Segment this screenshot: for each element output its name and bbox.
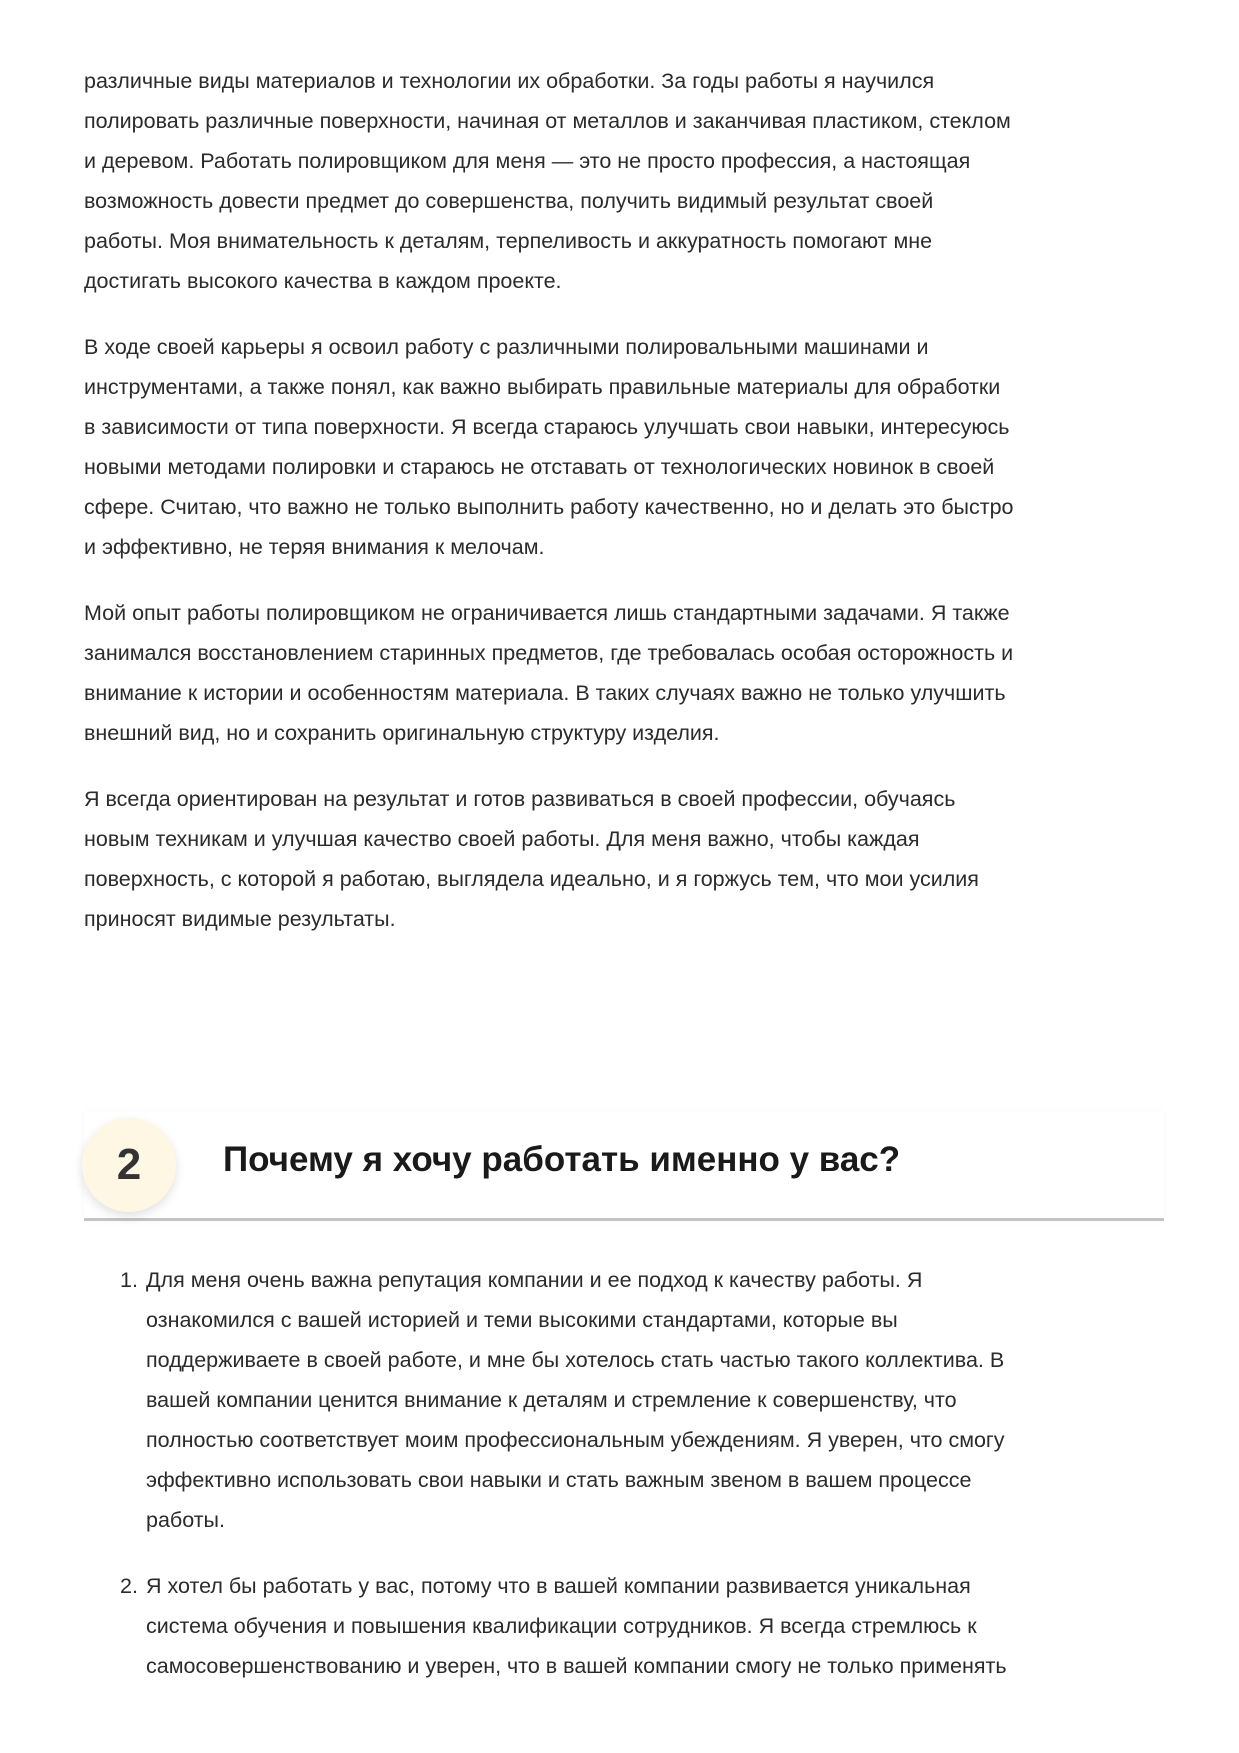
paragraph bbox=[84, 779, 1174, 939]
text-line: достигать высокого качества в каждом проекте. bbox=[84, 269, 562, 293]
paragraph bbox=[84, 61, 1174, 301]
list-item bbox=[84, 1566, 1184, 1686]
text-line: сфере. Считаю, что важно не только выполнить работу качественно, но и делать это быстро bbox=[84, 495, 1014, 519]
text-line: самосовершенствованию и уверен, что в вашей компании смогу не только применять bbox=[146, 1654, 1007, 1678]
text-line: эффективно использовать свои навыки и стать важным звеном в вашем процессе bbox=[146, 1468, 972, 1492]
section-title: Почему я хочу работать именно у вас? bbox=[223, 1140, 901, 1179]
text-line: различные виды материалов и технологии их обработки. За годы работы я научился bbox=[84, 69, 935, 93]
text-line: поверхность, с которой я работаю, выглядела идеально, и я горжусь тем, что мои усилия bbox=[84, 867, 979, 891]
text-line: внешний вид, но и сохранить оригинальную структуру изделия. bbox=[84, 721, 720, 745]
text-line: поддерживаете в своей работе, и мне бы хотелось стать частью такого коллектива. В bbox=[146, 1348, 1005, 1372]
text-line: вашей компании ценится внимание к деталям и стремление к совершенству, что bbox=[146, 1388, 957, 1412]
text-line: Для меня очень важна репутация компании и ее подход к качеству работы. Я bbox=[146, 1268, 923, 1292]
list-item bbox=[84, 1260, 1184, 1540]
section-header bbox=[84, 1112, 1164, 1221]
text-line: и эффективно, не теряя внимания к мелочам. bbox=[84, 535, 545, 559]
text-line: Мой опыт работы полировщиком не ограничивается лишь стандартными задачами. Я также bbox=[84, 601, 1010, 625]
text-line: новым техникам и улучшая качество своей работы. Для меня важно, чтобы каждая bbox=[84, 827, 920, 851]
paragraph bbox=[84, 327, 1174, 567]
text-line: в зависимости от типа поверхности. Я всегда стараюсь улучшать свои навыки, интересуюсь bbox=[84, 415, 1010, 439]
text-line: новыми методами полировки и стараюсь не отставать от технологических новинок в своей bbox=[84, 455, 995, 479]
text-line: полировать различные поверхности, начиная от металлов и заканчивая пластиком, стеклом bbox=[84, 109, 1011, 133]
paragraph bbox=[84, 593, 1174, 753]
text-line: приносят видимые результаты. bbox=[84, 907, 396, 931]
section-number-badge: 2 bbox=[82, 1118, 176, 1212]
text-line: и деревом. Работать полировщиком для меня — это не просто профессия, а настоящая bbox=[84, 149, 971, 173]
reasons-list bbox=[84, 1260, 1184, 1712]
text-line: внимание к истории и особенностям материала. В таких случаях важно не только улучшить bbox=[84, 681, 1006, 705]
text-line: Я всегда ориентирован на результат и готов развиваться в своей профессии, обучаясь bbox=[84, 787, 956, 811]
text-line: инструментами, а также понял, как важно выбирать правильные материалы для обработки bbox=[84, 375, 1001, 399]
text-line: ознакомился с вашей историей и теми высокими стандартами, которые вы bbox=[146, 1308, 898, 1332]
section-2 bbox=[84, 1112, 1164, 1678]
text-line: В ходе своей карьеры я освоил работу с различными полировальными машинами и bbox=[84, 335, 929, 359]
text-line: возможность довести предмет до совершенства, получить видимый результат своей bbox=[84, 189, 934, 213]
text-line: Я хотел бы работать у вас, потому что в вашей компании развивается уникальная bbox=[146, 1574, 971, 1598]
body-text bbox=[84, 61, 1174, 965]
text-line: полностью соответствует моим профессиональным убеждениям. Я уверен, что смогу bbox=[146, 1428, 1005, 1452]
list-number: 2. bbox=[120, 1574, 138, 1598]
list-number: 1. bbox=[120, 1268, 138, 1292]
text-line: занимался восстановлением старинных предметов, где требовалась особая осторожность и bbox=[84, 641, 1014, 665]
text-line: работы. Моя внимательность к деталям, терпеливость и аккуратность помогают мне bbox=[84, 229, 933, 253]
text-line: система обучения и повышения квалификации сотрудников. Я всегда стремлюсь к bbox=[146, 1614, 977, 1638]
text-line: работы. bbox=[146, 1508, 225, 1532]
